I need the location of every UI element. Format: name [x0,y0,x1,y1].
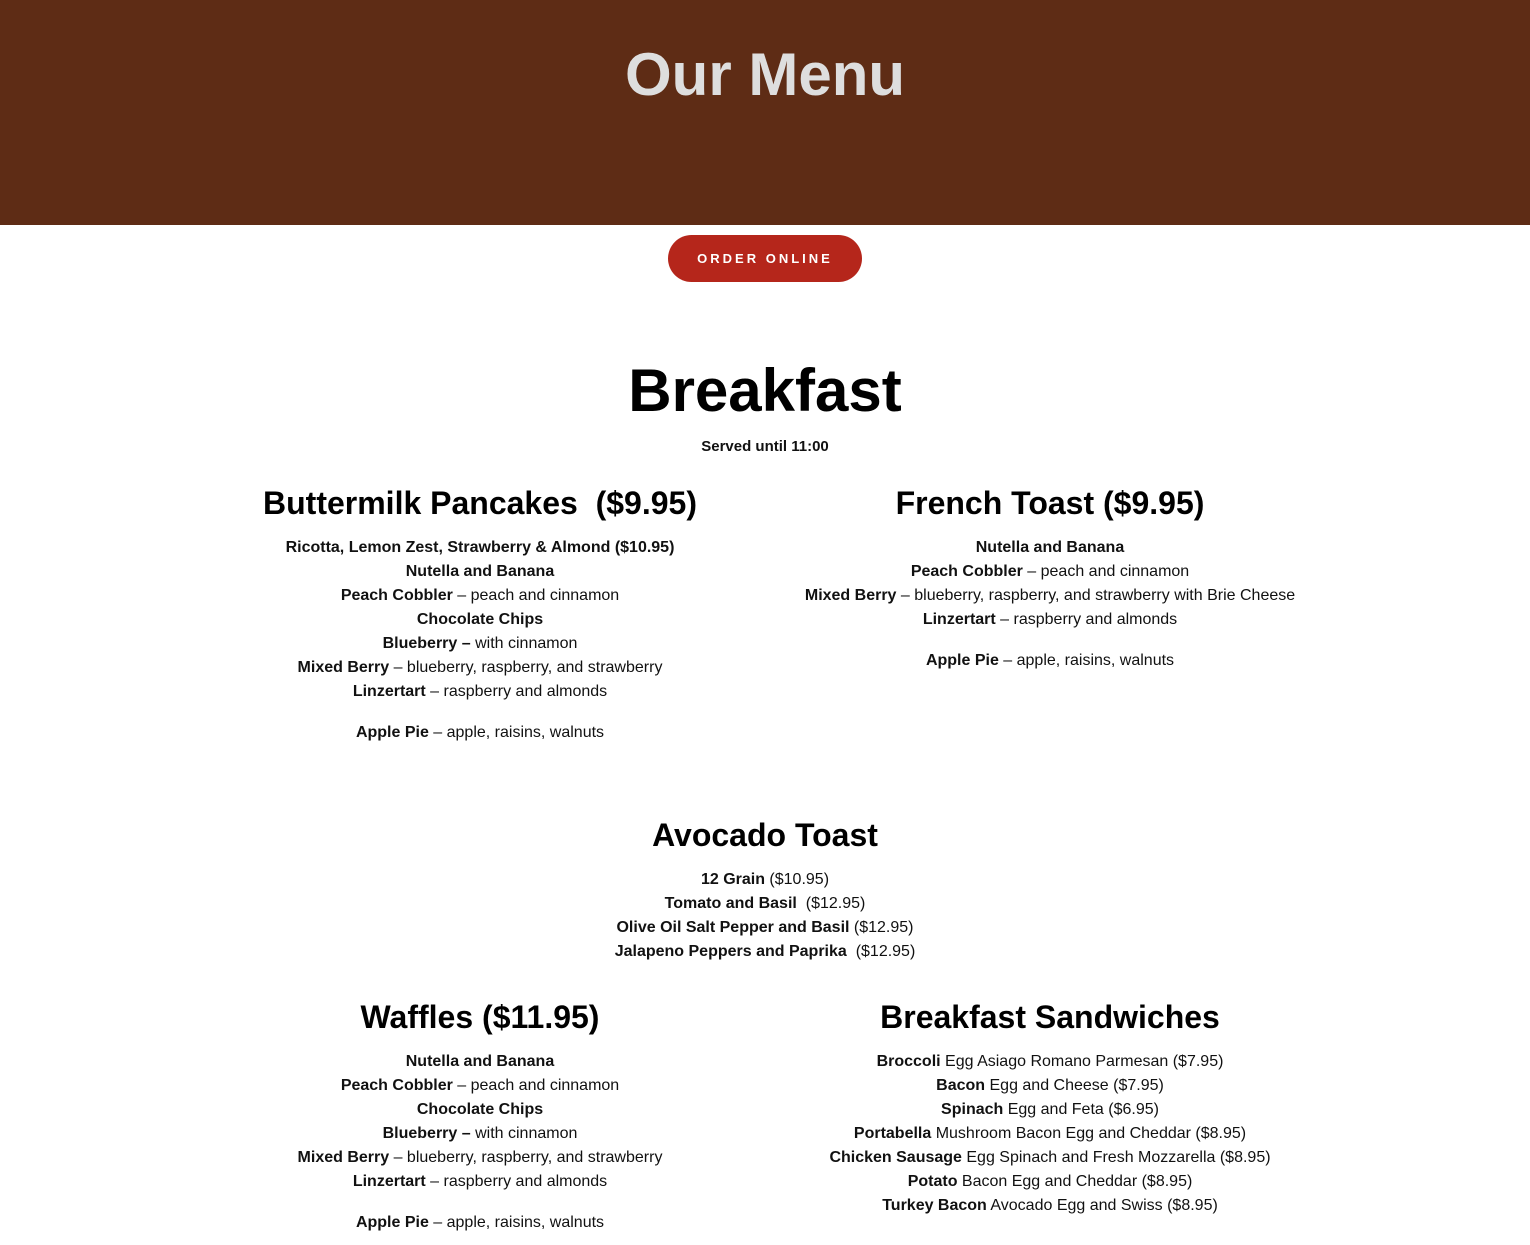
avocado-toast-menu [465,817,1065,964]
menu-item: Nutella and Banana [975,539,1125,556]
pancakes-menu [180,485,780,745]
waffles-menu [180,999,780,1235]
menu-item: Turkey Bacon Avocado Egg and Swiss ($8.95) [882,1197,1218,1214]
order-online-button[interactable]: ORDER ONLINE [668,235,862,282]
menu-item: Blueberry – with cinnamon [382,1125,578,1142]
menu-item: Chocolate Chips [416,1101,544,1118]
section-subtitle: Served until 11:00 [701,438,829,455]
menu-item: Mixed Berry – blueberry, raspberry, and strawberry [297,1149,663,1166]
menu-item: Chicken Sausage Egg Spinach and Fresh Mozzarella ($8.95) [829,1149,1271,1166]
menu-item: Peach Cobbler – peach and cinnamon [910,563,1190,580]
sandwiches-menu [750,999,1350,1218]
hero-banner [0,0,1530,225]
menu-item: Linzertart – raspberry and almonds [352,1173,608,1190]
menu-item: Linzertart – raspberry and almonds [922,611,1178,628]
menu-item: Portabella Mushroom Bacon Egg and Cheddar ($8.95) [853,1125,1247,1142]
section-title: Breakfast [628,357,902,424]
menu-item: Ricotta, Lemon Zest, Strawberry & Almond ($10.95) [285,539,675,556]
french-toast-menu [750,485,1350,673]
menu-item: Spinach Egg and Feta ($6.95) [941,1101,1159,1118]
menu-item: Bacon Egg and Cheese ($7.95) [936,1077,1164,1094]
menu-item: Apple Pie – apple, raisins, walnuts [355,724,605,741]
menu-item: Olive Oil Salt Pepper and Basil ($12.95) [616,919,914,936]
page-title: Our Menu [625,41,905,108]
menu-item: Mixed Berry – blueberry, raspberry, and strawberry [297,659,663,676]
menu-item: Nutella and Banana [405,563,555,580]
menu-item: Jalapeno Peppers and Paprika ($12.95) [614,943,916,960]
pancakes-title: Buttermilk Pancakes ($9.95) [263,485,697,521]
menu-item: Tomato and Basil ($12.95) [664,895,866,912]
waffles-title: Waffles ($11.95) [360,999,600,1035]
menu-item: Nutella and Banana [405,1053,555,1070]
menu-item: Peach Cobbler – peach and cinnamon [340,587,620,604]
menu-item: Potato Bacon Egg and Cheddar ($8.95) [907,1173,1193,1190]
menu-item: Blueberry – with cinnamon [382,635,578,652]
menu-item: Linzertart – raspberry and almonds [352,683,608,700]
menu-item: Apple Pie – apple, raisins, walnuts [925,652,1175,669]
menu-item: Chocolate Chips [416,611,544,628]
menu-item: Mixed Berry – blueberry, raspberry, and strawberry with Brie Cheese [804,587,1296,604]
french-toast-title: French Toast ($9.95) [895,485,1205,521]
menu-item: 12 Grain ($10.95) [700,871,830,888]
menu-item: Broccoli Egg Asiago Romano Parmesan ($7.95) [876,1053,1224,1070]
menu-item: Peach Cobbler – peach and cinnamon [340,1077,620,1094]
avocado-toast-title: Avocado Toast [652,817,878,853]
sandwiches-title: Breakfast Sandwiches [880,999,1220,1035]
menu-item: Apple Pie – apple, raisins, walnuts [355,1214,605,1231]
